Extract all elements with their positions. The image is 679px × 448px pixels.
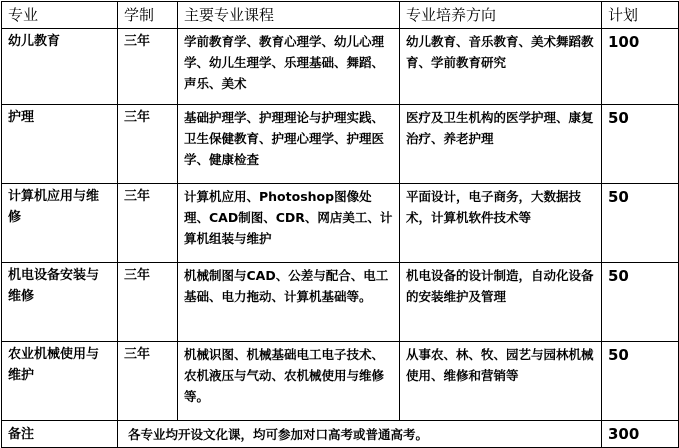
major-name: 护理 [2,105,118,184]
enrollment-plan: 50 [602,263,679,342]
header-direction: 专业培养方向 [400,2,602,29]
header-major: 专业 [2,2,118,29]
total-plan: 300 [602,421,679,448]
table-row [2,105,679,184]
major-name: 机电设备安装与维修 [2,263,118,342]
training-direction: 机电设备的设计制造，自动化设备的安装维护及管理 [400,263,602,342]
header-duration: 学制 [118,2,178,29]
duration: 三年 [118,184,178,263]
duration: 三年 [118,263,178,342]
duration: 三年 [118,105,178,184]
training-direction: 幼儿教育、音乐教育、美术舞蹈教育、学前教育研究 [400,29,602,105]
major-name: 计算机应用与维修 [2,184,118,263]
table-row [2,184,679,263]
header-courses: 主要专业课程 [178,2,400,29]
main-courses: 基础护理学、护理理论与护理实践、卫生保健教育、护理心理学、护理医学、健康检查 [178,105,400,184]
enrollment-plan: 50 [602,184,679,263]
training-direction: 从事农、林、牧、园艺与园林机械使用、维修和营销等 [400,342,602,421]
training-direction: 平面设计，电子商务，大数据技术，计算机软件技术等 [400,184,602,263]
footer-row [2,421,679,448]
major-name: 幼儿教育 [2,29,118,105]
table-row [2,29,679,105]
main-courses: 机械制图与CAD、公差与配合、电工基础、电力拖动、计算机基础等。 [178,263,400,342]
table-row [2,342,679,421]
enrollment-plan: 50 [602,342,679,421]
enrollment-plan: 50 [602,105,679,184]
majors-table [1,1,679,448]
training-direction: 医疗及卫生机构的医学护理、康复治疗、养老护理 [400,105,602,184]
main-courses: 机械识图、机械基础电工电子技术、农机液压与气动、农机械使用与维修等。 [178,342,400,421]
main-courses: 学前教育学、教育心理学、幼儿心理学、幼儿生理学、乐理基础、舞蹈、声乐、美术 [178,29,400,105]
enrollment-plan: 100 [602,29,679,105]
header-plan: 计划 [602,2,679,29]
header-row [2,2,679,29]
remarks-text: 各专业均开设文化课，均可参加对口高考或普通高考。 [118,421,602,448]
table-row [2,263,679,342]
main-courses: 计算机应用、Photoshop图像处理、CAD制图、CDR、网店美工、计算机组装与维护 [178,184,400,263]
major-name: 农业机械使用与维护 [2,342,118,421]
remarks-label: 备注 [2,421,118,448]
duration: 三年 [118,29,178,105]
duration: 三年 [118,342,178,421]
